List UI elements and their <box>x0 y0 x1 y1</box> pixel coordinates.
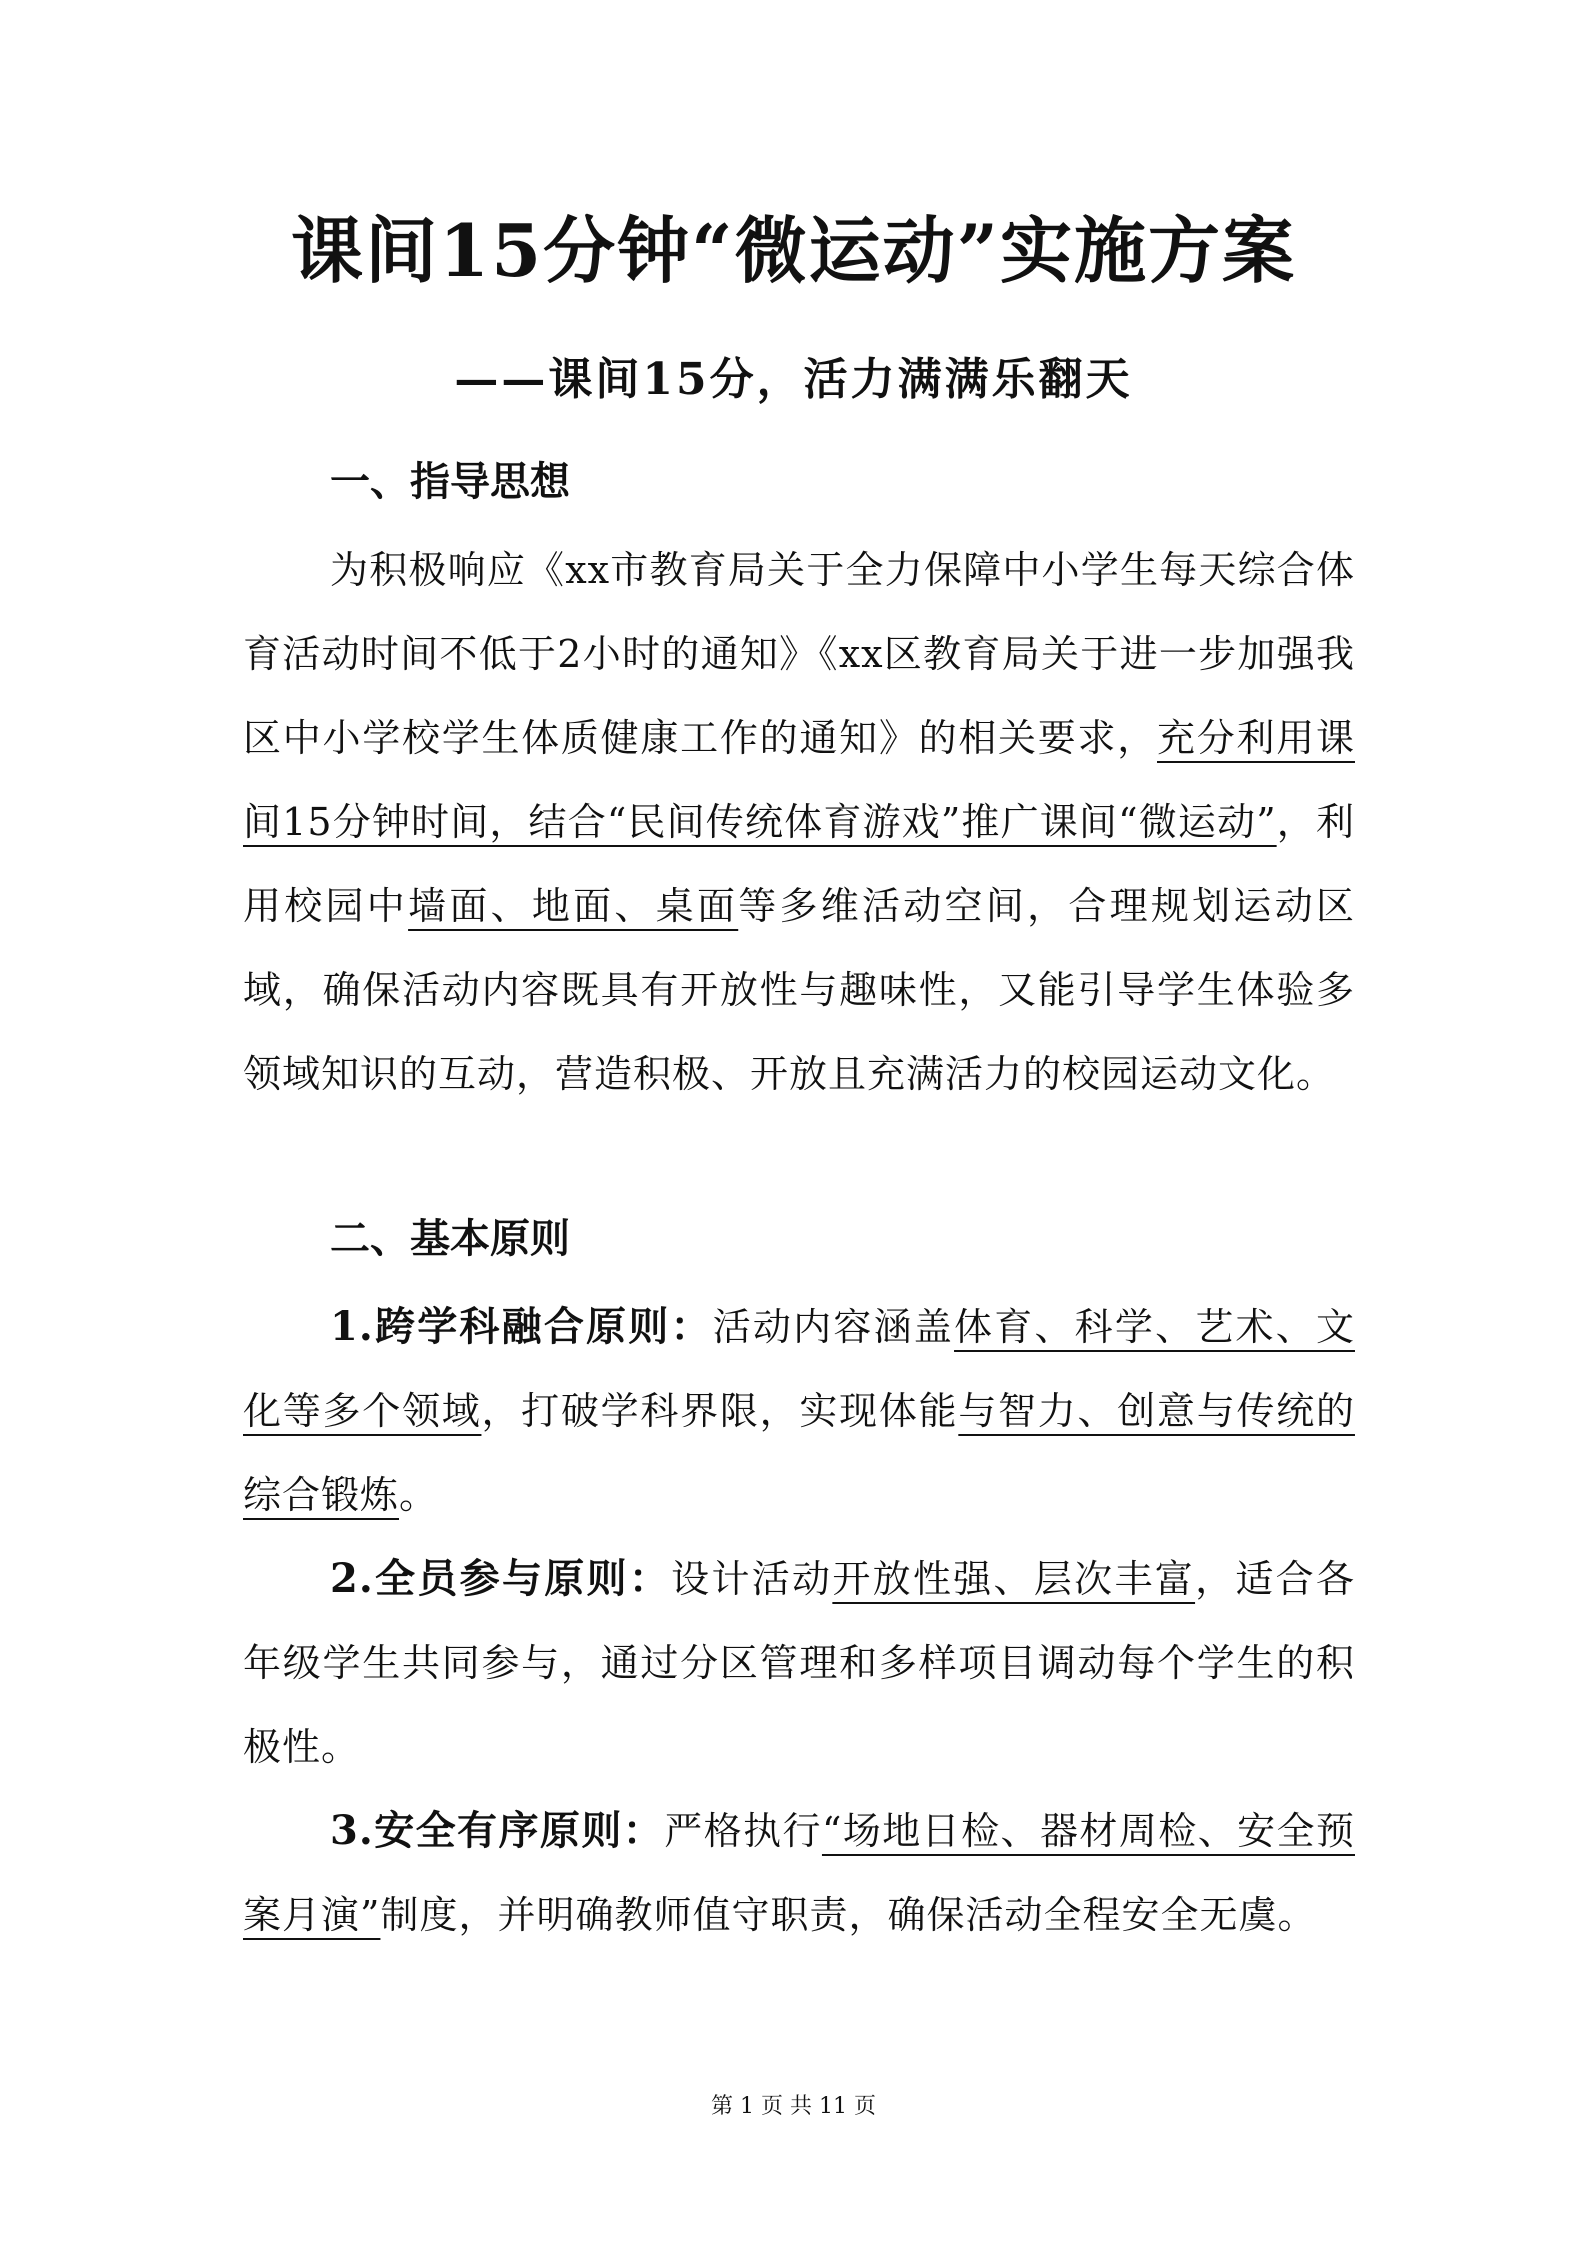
paragraph-text: ，利用校园中 <box>243 800 1355 928</box>
principle-title: 3.安全有序原则： <box>330 1807 665 1854</box>
page-number-footer: 第 1 页 共 11 页 <box>711 2094 876 2119</box>
underlined-text: 开放性强、层次丰富 <box>832 1557 1196 1601</box>
underlined-text: 体育、科学、艺术、文化等多个领域 <box>243 1305 1355 1433</box>
underlined-text: 充分利用课间15分钟时间，结合“民间传统体育游戏”推广课间“微运动” <box>243 716 1355 844</box>
paragraph-text: 活动内容涵盖 <box>712 1305 955 1349</box>
principle-2 <box>243 1537 1355 1789</box>
document-subtitle: ——课间15分，活力满满乐翻天 <box>454 354 1133 405</box>
paragraph-guiding-thought <box>243 528 1355 1116</box>
underlined-text: 与智力、创意与传统的综合锻炼 <box>243 1389 1355 1517</box>
paragraph-text: 严格执行 <box>664 1809 822 1853</box>
paragraph-text: 设计活动 <box>671 1557 833 1601</box>
underlined-text: “场地日检、器材周检、安全预案月演” <box>243 1809 1355 1937</box>
principle-1 <box>243 1285 1355 1537</box>
principle-3 <box>243 1789 1355 1957</box>
paragraph-text: ，适合各年级学生共同参与，通过分区管理和多样项目调动每个学生的积极性。 <box>243 1557 1355 1769</box>
paragraph-text: 制度，并明确教师值守职责，确保活动全程安全无虞。 <box>380 1893 1317 1937</box>
paragraph-text: 等多维活动空间，合理规划运动区域，确保活动内容既具有开放性与趣味性，又能引导学生体验多领域知识的互动，营造积极、开放且充满活力的校园运动文化。 <box>243 884 1355 1096</box>
section-heading-basic-principles: 二、基本原则 <box>330 1215 570 1262</box>
section-heading-guiding-thought: 一、指导思想 <box>330 458 570 505</box>
principle-title: 1.跨学科融合原则： <box>330 1303 713 1350</box>
document-title: 课间15分钟“微运动”实施方案 <box>290 208 1297 293</box>
paragraph-text: ，打破学科界限，实现体能 <box>481 1389 959 1433</box>
paragraph-text: 为积极响应《xx市教育局关于全力保障中小学生每天综合体育活动时间不低于2小时的通知》《xx区教育局关于进一步加强我区中小学校学生体质健康工作的通知》的相关要求， <box>243 548 1355 760</box>
underlined-text: 墙面、地面、桌面 <box>408 884 739 928</box>
principle-title: 2.全员参与原则： <box>330 1555 672 1602</box>
paragraph-text: 。 <box>399 1473 439 1517</box>
